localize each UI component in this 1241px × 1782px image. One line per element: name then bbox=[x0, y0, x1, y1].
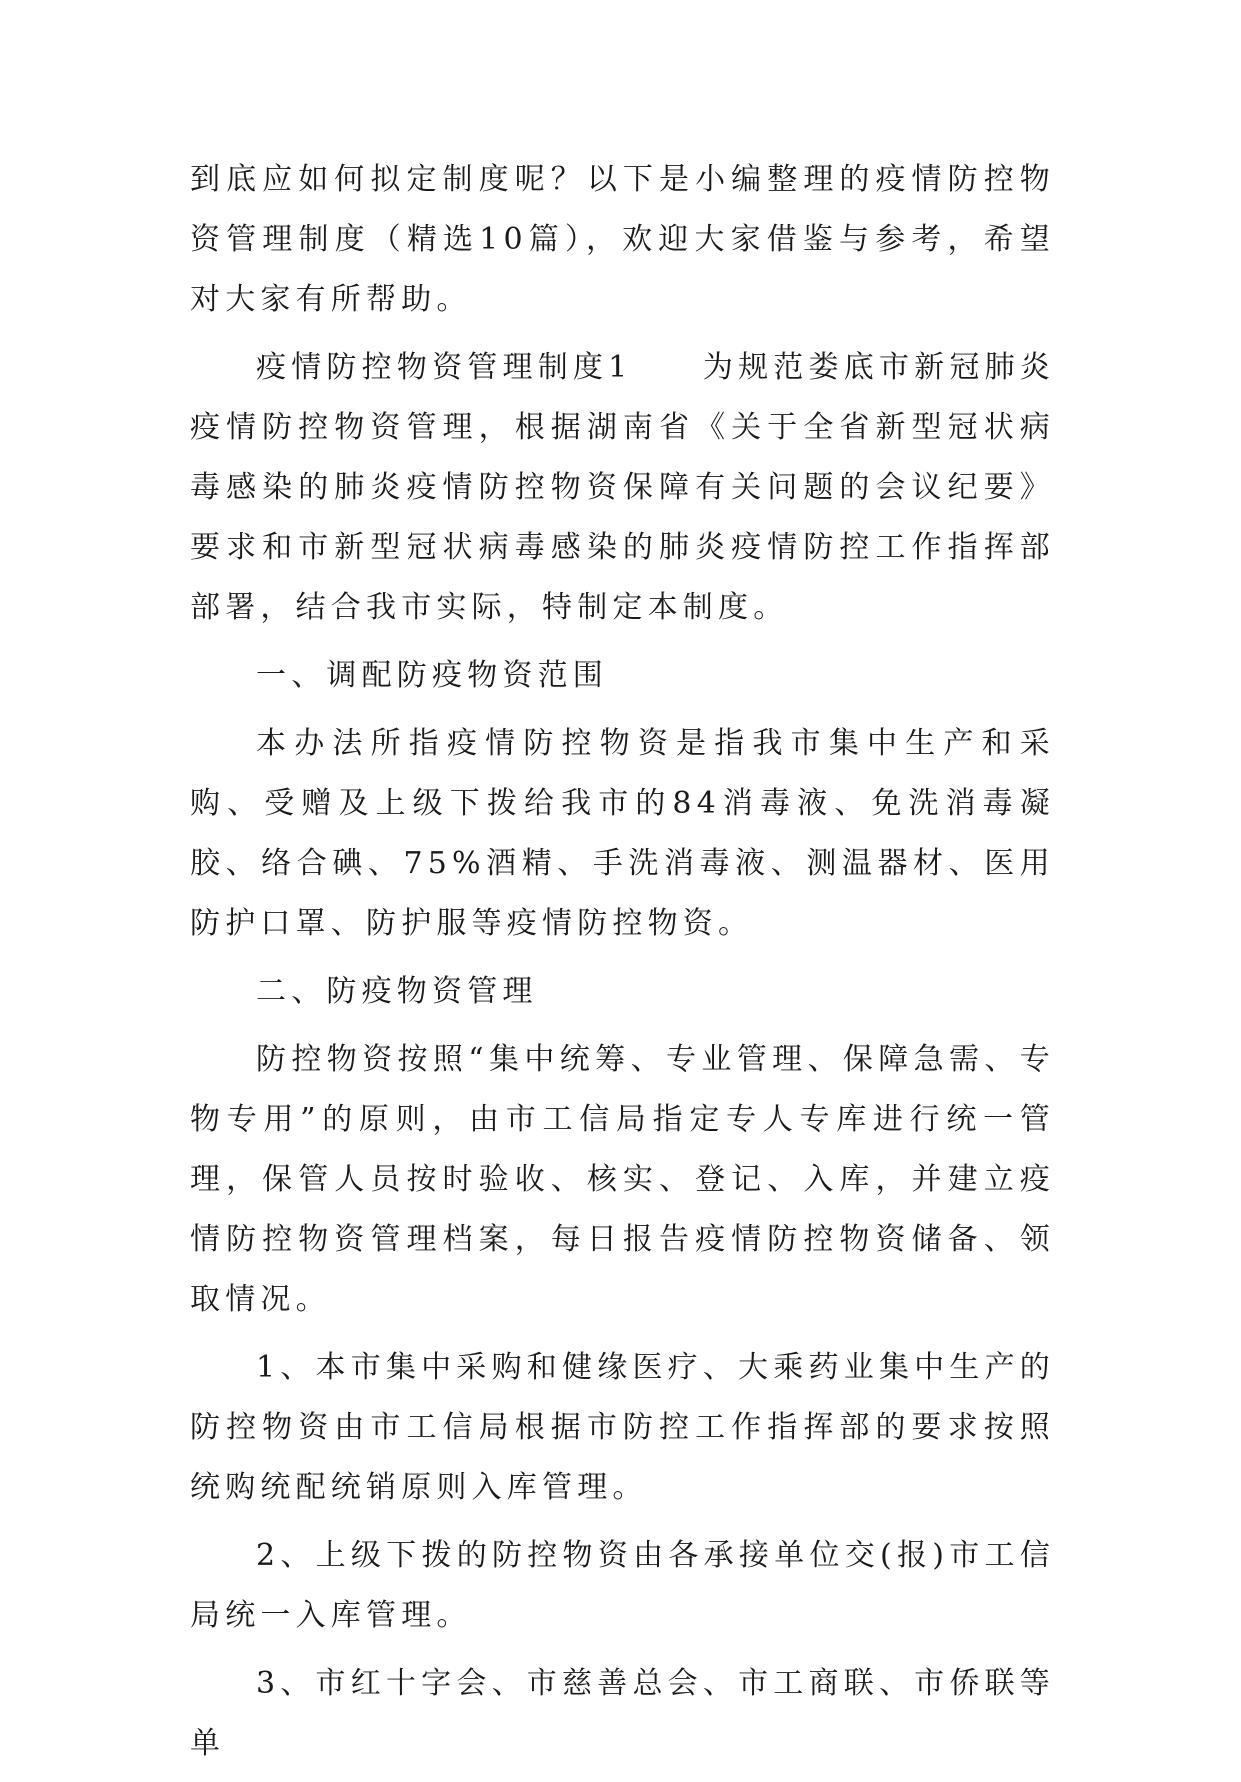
list-item-2: 2、上级下拨的防控物资由各承接单位交(报)市工信局统一入库管理。 bbox=[190, 1538, 1055, 1633]
list-item-1: 1、本市集中采购和健缘医疗、大乘药业集中生产的防控物资由市工信局根据市防控工作指挥部的要求按照统购统配统销原则入库管理。 bbox=[190, 1350, 1055, 1505]
list-item-3: 3、市红十字会、市慈善总会、市工商联、市侨联等单 bbox=[190, 1666, 1055, 1761]
document-body bbox=[190, 150, 1055, 1782]
paragraph-management: 防控物资按照“集中统筹、专业管理、保障急需、专物专用”的原则，由市工信局指定专人专库进行统一管理，保管人员按时验收、核实、登记、入库，并建立疫情防控物资管理档案，每日报告疫情防控物资储备、领取情况。 bbox=[190, 1042, 1055, 1317]
section-heading-management: 二、防疫物资管理 bbox=[256, 974, 538, 1009]
paragraph-scope: 本办法所指疫情防控物资是指我市集中生产和采购、受赠及上级下拨给我市的84消毒液、免洗消毒凝胶、络合碘、75%酒精、手洗消毒液、测温器材、医用防护口罩、防护服等疫情防控物资。 bbox=[190, 726, 1055, 941]
paragraph-system-1: 疫情防控物资管理制度1 为规范娄底市新冠肺炎疫情防控物资管理，根据湖南省《关于全省新型冠状病毒感染的肺炎疫情防控物资保障有关问题的会议纪要》要求和市新型冠状病毒感染的肺炎疫情防控工作指挥部部署，结合我市实际，特制定本制度。 bbox=[190, 350, 1055, 625]
section-heading-scope: 一、调配防疫物资范围 bbox=[256, 658, 608, 693]
paragraph-intro: 到底应如何拟定制度呢？以下是小编整理的疫情防控物资管理制度（精选10篇），欢迎大家借鉴与参考，希望对大家有所帮助。 bbox=[190, 162, 1055, 317]
